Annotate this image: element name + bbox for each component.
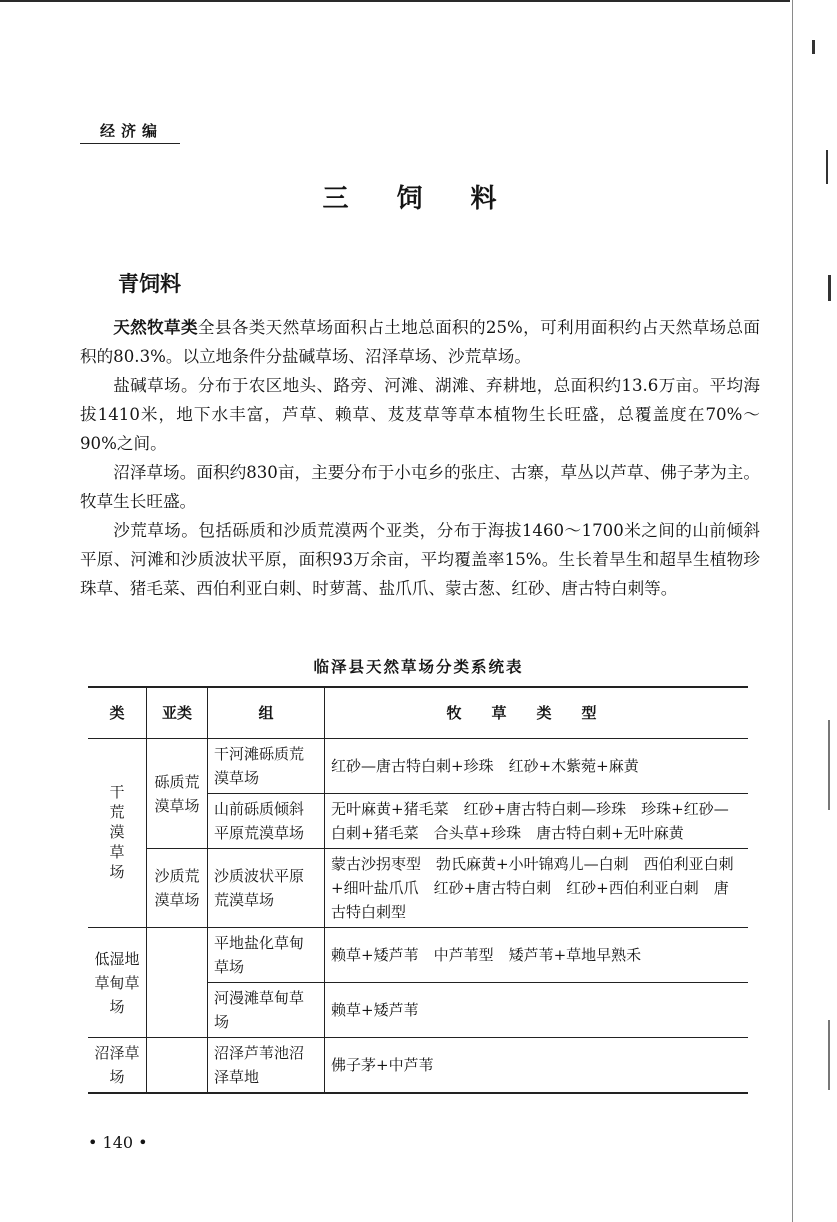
section-rule	[80, 143, 180, 144]
forage-type-cell: 赖草+矮芦苇	[325, 983, 749, 1038]
forage-type-cell: 蒙古沙拐枣型 勃氏麻黄+小叶锦鸡儿—白刺 西伯利亚白刺+细叶盐爪爪 红砂+唐古特白刺 红砂+西伯利亚白刺 唐古特白刺型	[325, 849, 749, 928]
group-cell: 平地盐化草甸草场	[208, 928, 325, 983]
scan-speck	[828, 275, 831, 301]
paragraph-sandy-grassland: 沙荒草场。包括砾质和沙质荒漠两个亚类，分布于海拔1460～1700米之间的山前倾斜平原、河滩和沙质波状平原，面积93万余亩，平均覆盖率15%。生长着旱生和超旱生植物珍珠草、猪毛菜、西伯利亚白刺、时萝蒿、盐爪爪、蒙古葱、红砂、唐古特白刺等。	[80, 521, 760, 598]
category-cell: 沼泽草场	[88, 1038, 147, 1094]
paragraph-natural-grassland	[80, 313, 760, 371]
group-cell: 沙质波状平原荒漠草场	[208, 849, 325, 928]
group-cell: 河漫滩草甸草场	[208, 983, 325, 1038]
scan-speck	[812, 40, 815, 54]
section-label: 经济编	[100, 122, 164, 140]
table-header-row	[88, 687, 748, 739]
paragraph-lead: 天然牧草类	[113, 318, 198, 337]
forage-type-cell: 赖草+矮芦苇 中芦苇型 矮芦苇+草地早熟禾	[325, 928, 749, 983]
subcategory-cell: 沙质荒漠草场	[147, 849, 208, 928]
chapter-title: 三饲料	[322, 184, 545, 214]
table-row	[88, 849, 748, 928]
grassland-classification-table	[88, 686, 748, 1094]
table-row	[88, 928, 748, 983]
subcategory-cell-empty	[147, 928, 208, 1038]
forage-type-cell: 佛子茅+中芦苇	[325, 1038, 749, 1094]
forage-type-cell: 红砂—唐古特白刺+珍珠 红砂+木紫菀+麻黄	[325, 739, 749, 794]
paragraph-text: 全县各类天然草场面积占土地总面积的25%，可利用面积约占天然草场总面积的80.3%。以立地条件分盐碱草场、沼泽草场、沙荒草场。	[80, 318, 760, 366]
page-number: • 140 •	[88, 1133, 148, 1152]
paragraph-marsh-grassland: 沼泽草场。面积约830亩，主要分布于小屯乡的张庄、古寨，草丛以芦草、佛子茅为主。牧草生长旺盛。	[80, 463, 760, 511]
forage-type-cell: 无叶麻黄+猪毛菜 红砂+唐古特白刺—珍珠 珍珠+红砂—白刺+猪毛菜 合头草+珍珠 唐古特白刺+无叶麻黄	[325, 794, 749, 849]
category-label: 干荒漠草场	[109, 783, 125, 881]
header-forage-type: 牧草类型	[325, 687, 749, 739]
table-row	[88, 1038, 748, 1094]
group-cell: 沼泽芦苇池沼泽草地	[208, 1038, 325, 1094]
table-title: 临泽县天然草场分类系统表	[313, 658, 524, 676]
subcategory-cell-empty	[147, 1038, 208, 1094]
group-cell: 山前砾质倾斜平原荒漠草场	[208, 794, 325, 849]
header-category: 类	[88, 687, 147, 739]
category-cell	[88, 739, 147, 928]
subcategory-cell: 砾质荒漠草场	[147, 739, 208, 849]
header-group: 组	[208, 687, 325, 739]
category-cell: 低湿地草甸草场	[88, 928, 147, 1038]
scan-frame-top	[0, 0, 790, 2]
scan-speck	[828, 1020, 830, 1090]
scan-speck	[828, 720, 830, 810]
table-row	[88, 739, 748, 794]
header-subcategory: 亚类	[147, 687, 208, 739]
section-heading: 青饲料	[118, 272, 181, 296]
group-cell: 干河滩砾质荒漠草场	[208, 739, 325, 794]
paragraph-saline-grassland: 盐碱草场。分布于农区地头、路旁、河滩、湖滩、弃耕地，总面积约13.6万亩。平均海拔1410米，地下水丰富，芦草、赖草、芨芨草等草本植物生长旺盛，总覆盖度在70%～90%之间。	[80, 376, 760, 453]
